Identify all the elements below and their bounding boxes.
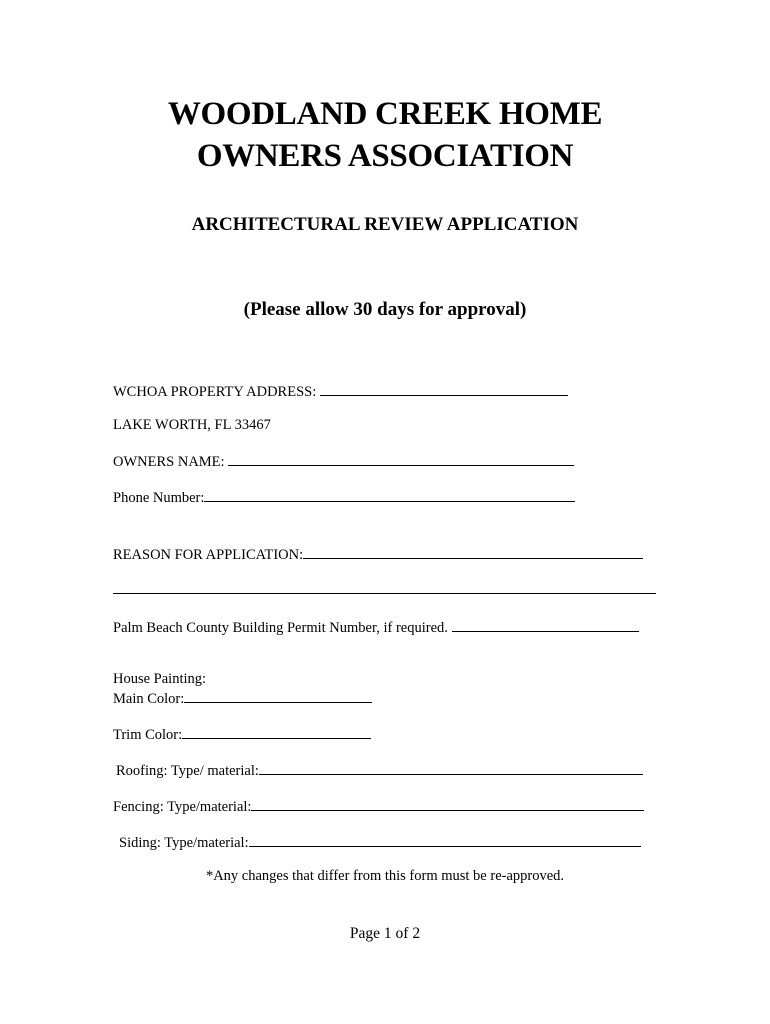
owners-name-row bbox=[113, 452, 574, 471]
permit-label: Palm Beach County Building Permit Number, if required. bbox=[113, 620, 448, 636]
house-painting-label: House Painting: bbox=[113, 671, 207, 687]
reason-field[interactable] bbox=[303, 545, 643, 559]
permit-row bbox=[113, 618, 639, 637]
re-approval-footnote: *Any changes that differ from this form must be re-approved. bbox=[205, 868, 565, 884]
main-color-row bbox=[113, 689, 372, 708]
main-color-field[interactable] bbox=[184, 689, 372, 703]
trim-color-field[interactable] bbox=[182, 725, 371, 739]
title-line-1: WOODLAND CREEK HOME bbox=[167, 96, 603, 132]
title-line-2: OWNERS ASSOCIATION bbox=[196, 138, 574, 174]
property-address-row bbox=[113, 382, 568, 401]
property-address-label: WCHOA PROPERTY ADDRESS: bbox=[113, 384, 317, 400]
phone-label: Phone Number: bbox=[113, 490, 205, 506]
permit-field[interactable] bbox=[452, 618, 639, 632]
page-number: Page 1 of 2 bbox=[349, 925, 421, 942]
trim-color-row bbox=[113, 725, 371, 744]
roofing-label: Roofing: Type/ material: bbox=[116, 763, 259, 779]
reason-field-line-2[interactable] bbox=[113, 580, 656, 594]
fencing-label: Fencing: Type/material: bbox=[113, 799, 252, 815]
siding-label: Siding: Type/material: bbox=[119, 835, 249, 851]
city-state-zip: LAKE WORTH, FL 33467 bbox=[113, 417, 271, 433]
siding-row bbox=[119, 833, 641, 852]
roofing-field[interactable] bbox=[259, 761, 643, 775]
main-color-label: Main Color: bbox=[113, 691, 185, 707]
roofing-row bbox=[116, 761, 643, 780]
phone-field[interactable] bbox=[204, 488, 575, 502]
approval-note: (Please allow 30 days for approval) bbox=[243, 299, 527, 320]
owners-name-field[interactable] bbox=[228, 452, 574, 466]
trim-color-label: Trim Color: bbox=[113, 727, 183, 743]
reason-label: REASON FOR APPLICATION: bbox=[113, 547, 304, 563]
reason-row bbox=[113, 545, 643, 564]
phone-row bbox=[113, 488, 575, 507]
property-address-field[interactable] bbox=[320, 382, 568, 396]
fencing-field[interactable] bbox=[251, 797, 644, 811]
reason-row-2 bbox=[113, 580, 656, 599]
fencing-row bbox=[113, 797, 644, 816]
siding-field[interactable] bbox=[249, 833, 641, 847]
owners-name-label: OWNERS NAME: bbox=[113, 454, 225, 470]
form-subtitle: ARCHITECTURAL REVIEW APPLICATION bbox=[191, 214, 579, 235]
